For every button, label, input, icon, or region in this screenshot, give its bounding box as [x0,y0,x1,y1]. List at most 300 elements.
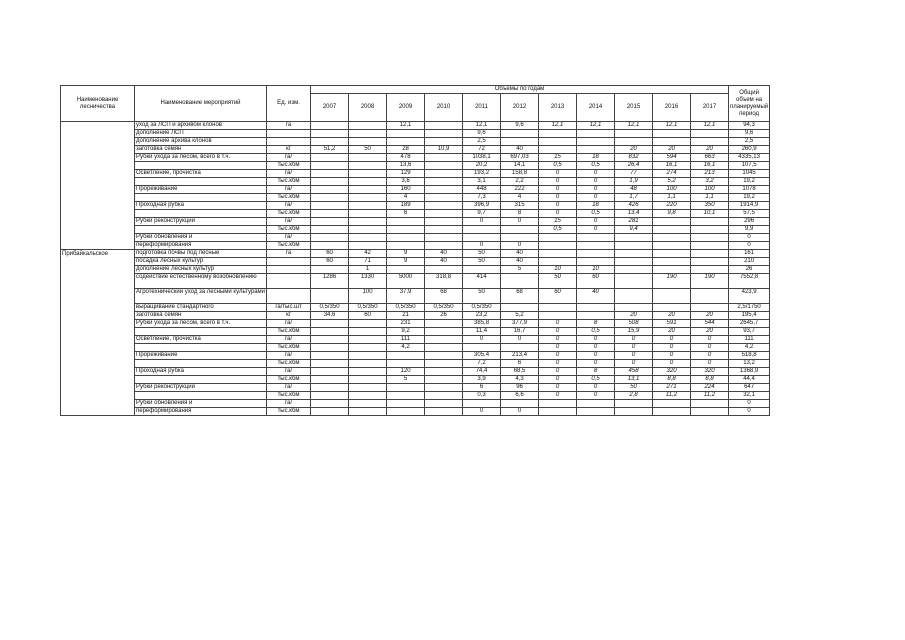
value-cell: 9,7 [463,210,501,218]
unit-cell: тыс.кбм [267,226,311,234]
value-cell [349,202,387,210]
total-cell: 518,8 [729,352,770,360]
table-row [61,360,770,368]
value-cell: 5 [387,376,425,384]
value-cell [425,360,463,368]
value-cell [653,226,691,234]
total-cell: 423,9 [729,289,770,304]
value-cell [387,138,425,146]
value-cell [349,336,387,344]
value-cell [539,242,577,250]
value-cell: 16,1 [653,162,691,170]
activity-cell: дополнение лесных культур [135,266,267,274]
header-year: 2012 [501,94,539,122]
value-cell: 68,5 [501,368,539,376]
value-cell: 28 [387,146,425,154]
total-cell: 195,4 [729,312,770,320]
value-cell: 9,8 [653,210,691,218]
unit-cell: га/ [267,368,311,376]
value-cell [349,320,387,328]
value-cell [425,392,463,400]
value-cell: 591 [653,320,691,328]
header-year: 2007 [311,94,349,122]
unit-cell: тыс.кбм [267,242,311,250]
value-cell: 6 [463,384,501,392]
value-cell: 20 [615,146,653,154]
unit-cell: га/ [267,186,311,194]
unit-cell: тыс.кбм [267,376,311,384]
value-cell [349,242,387,250]
value-cell [539,312,577,320]
value-cell: 51,2 [311,146,349,154]
value-cell [653,218,691,226]
value-cell: 0 [691,352,729,360]
value-cell: 10,1 [691,210,729,218]
value-cell: 0 [577,226,615,234]
value-cell: 224 [691,384,729,392]
table-body [61,122,770,416]
value-cell: 34,6 [311,312,349,320]
unit-cell: га/ [267,352,311,360]
value-cell: 48 [615,186,653,194]
unit-cell [267,266,311,274]
value-cell: 0 [577,170,615,178]
value-cell: 0 [653,336,691,344]
value-cell [691,408,729,416]
activity-cell: подготовка почвы под лесные [135,250,267,258]
value-cell: 0 [539,392,577,400]
value-cell [615,242,653,250]
value-cell: 50 [539,274,577,289]
value-cell [311,328,349,336]
unit-cell: тыс.кбм [267,328,311,336]
value-cell: 320 [691,368,729,376]
value-cell: 832 [615,154,653,162]
value-cell [615,274,653,289]
total-cell: 94,3 [729,122,770,130]
value-cell: 6 [501,360,539,368]
value-cell [387,266,425,274]
value-cell: 0 [539,186,577,194]
value-cell: 2,5 [463,138,501,146]
total-cell: 1078 [729,186,770,194]
value-cell: 8,8 [691,376,729,384]
activity-cell: Рубки обновления и [135,400,267,408]
value-cell: 50 [463,289,501,304]
total-cell: 19,2 [729,178,770,186]
total-cell: 7552,8 [729,274,770,289]
value-cell [311,154,349,162]
value-cell: 4 [387,194,425,202]
value-cell [425,384,463,392]
value-cell: 0 [539,368,577,376]
value-cell [425,154,463,162]
table-row [61,122,770,130]
header-year: 2011 [463,94,501,122]
value-cell: 0 [653,360,691,368]
value-cell [501,304,539,312]
value-cell: 0,5/350 [425,304,463,312]
unit-cell [267,258,311,266]
forestry-plan-table [60,85,770,416]
value-cell: 8 [577,320,615,328]
unit-cell: тыс.кбм [267,162,311,170]
value-cell: 0,5 [577,210,615,218]
table-row [61,226,770,234]
value-cell: 0 [501,408,539,416]
value-cell [463,400,501,408]
activity-cell: Рубки ухода за лесом, всего в т.ч. [135,154,267,162]
total-cell: 0 [729,400,770,408]
value-cell: 20 [653,312,691,320]
unit-cell: га/ [267,170,311,178]
table-row [61,352,770,360]
table-row [61,186,770,194]
value-cell: 13,1 [615,376,653,384]
value-cell: 8,8 [653,376,691,384]
value-cell: 10,9 [425,146,463,154]
header-activity: Наименование мероприятий [135,86,267,122]
value-cell: 18 [577,202,615,210]
header-total: Общий объем на планируемый период [729,86,770,122]
value-cell [349,154,387,162]
value-cell: 508 [615,320,653,328]
value-cell: 20 [691,146,729,154]
value-cell [463,344,501,352]
value-cell [691,226,729,234]
value-cell: 13,4 [615,210,653,218]
value-cell: 11,2 [653,392,691,400]
activity-cell: содействие естественному возобновлению [135,274,267,289]
value-cell: 318,8 [425,274,463,289]
value-cell [311,266,349,274]
value-cell: 0,5 [577,162,615,170]
total-cell: 647 [729,384,770,392]
value-cell: 20 [653,146,691,154]
value-cell: 0 [463,242,501,250]
activity-cell [135,344,267,352]
value-cell: 0,5/350 [349,304,387,312]
header-year: 2014 [577,94,615,122]
unit-cell: кг [267,146,311,154]
unit-cell: га/ [267,154,311,162]
value-cell [311,344,349,352]
value-cell [615,138,653,146]
value-cell: 12,1 [615,122,653,130]
total-cell: 44,4 [729,376,770,384]
value-cell [577,138,615,146]
value-cell [691,250,729,258]
value-cell: 231 [387,320,425,328]
value-cell [653,130,691,138]
activity-cell: Рубки ухода за лесом, всего в т.ч. [135,320,267,328]
header-year: 2013 [539,94,577,122]
value-cell [311,186,349,194]
total-cell: 2645,7 [729,320,770,328]
value-cell: 6,6 [501,392,539,400]
value-cell [349,186,387,194]
value-cell: 458 [615,368,653,376]
value-cell: 68 [501,289,539,304]
value-cell [653,138,691,146]
table-row [61,376,770,384]
value-cell: 111 [387,336,425,344]
total-cell: 296 [729,218,770,226]
value-cell: 0 [501,336,539,344]
value-cell: 77 [615,170,653,178]
value-cell: 350 [691,202,729,210]
value-cell: 189 [387,202,425,210]
value-cell [387,408,425,416]
activity-cell: дополнение ЛСП [135,130,267,138]
table-row [61,392,770,400]
value-cell [425,162,463,170]
value-cell [501,344,539,352]
value-cell: 26 [425,312,463,320]
value-cell: 0,5/350 [387,304,425,312]
value-cell [349,122,387,130]
value-cell [425,226,463,234]
unit-cell: га/ [267,336,311,344]
unit-cell: тыс.кбм [267,392,311,400]
table-row [61,304,770,312]
value-cell [425,242,463,250]
header-unit: Ед. изм. [267,86,311,122]
value-cell [311,122,349,130]
value-cell [349,234,387,242]
value-cell [539,258,577,266]
value-cell [349,352,387,360]
value-cell [349,210,387,218]
value-cell [691,258,729,266]
value-cell [425,130,463,138]
value-cell: 15 [539,154,577,162]
value-cell [311,194,349,202]
value-cell [615,304,653,312]
value-cell [691,400,729,408]
value-cell: 1,9 [615,178,653,186]
value-cell: 3,2 [691,178,729,186]
value-cell [311,242,349,250]
value-cell [311,368,349,376]
unit-cell [267,130,311,138]
total-cell: 107,5 [729,162,770,170]
value-cell [615,234,653,242]
table-row [61,202,770,210]
value-cell: 72 [463,146,501,154]
value-cell: 1330 [349,274,387,289]
value-cell: 0 [539,210,577,218]
value-cell: 0 [615,352,653,360]
activity-cell [135,376,267,384]
activity-cell: Проходная рубка [135,368,267,376]
value-cell [425,376,463,384]
value-cell [349,384,387,392]
value-cell [653,289,691,304]
activity-cell: переформирования [135,408,267,416]
value-cell [425,352,463,360]
value-cell [349,218,387,226]
value-cell [387,352,425,360]
unit-cell [267,289,311,304]
value-cell: 3,9 [463,376,501,384]
value-cell: 544 [691,320,729,328]
value-cell: 305,4 [463,352,501,360]
value-cell: 11,4 [463,328,501,336]
value-cell [311,138,349,146]
value-cell: 0 [577,344,615,352]
table-row [61,170,770,178]
document-page [60,85,770,416]
value-cell [425,138,463,146]
activity-cell: заготовка семян [135,312,267,320]
value-cell [501,274,539,289]
value-cell: 15 [539,218,577,226]
value-cell: 0 [539,384,577,392]
value-cell [311,352,349,360]
header-year: 2016 [653,94,691,122]
value-cell [691,138,729,146]
value-cell [539,250,577,258]
total-cell: 260,9 [729,146,770,154]
value-cell: 1,1 [691,194,729,202]
value-cell [425,408,463,416]
value-cell: 42 [349,250,387,258]
value-cell [691,304,729,312]
value-cell [349,226,387,234]
activity-cell [135,194,267,202]
value-cell [311,218,349,226]
table-row [61,258,770,266]
activity-cell: Рубки обновления и [135,234,267,242]
value-cell [615,250,653,258]
value-cell: 9,6 [501,122,539,130]
value-cell [425,122,463,130]
value-cell [311,202,349,210]
value-cell: 60 [311,258,349,266]
value-cell: 0 [691,360,729,368]
table-row [61,154,770,162]
value-cell [311,320,349,328]
value-cell: 0 [577,352,615,360]
value-cell: 4,3 [501,376,539,384]
value-cell [349,194,387,202]
value-cell [425,266,463,274]
activity-cell: переформирования [135,242,267,250]
unit-cell: тыс.кбм [267,210,311,218]
value-cell: 3,6 [387,178,425,186]
value-cell [501,130,539,138]
value-cell [349,376,387,384]
activity-cell [135,360,267,368]
activity-cell [135,226,267,234]
value-cell: 0 [577,392,615,400]
value-cell [653,408,691,416]
value-cell [311,400,349,408]
table-row [61,312,770,320]
unit-cell: га/тыс.шт [267,304,311,312]
value-cell: 9 [387,250,425,258]
value-cell: 0 [539,170,577,178]
value-cell [311,226,349,234]
value-cell: 0 [539,336,577,344]
value-cell [501,400,539,408]
value-cell [349,178,387,186]
value-cell: 74,4 [463,368,501,376]
value-cell: 129 [387,170,425,178]
unit-cell: га [267,250,311,258]
value-cell [311,336,349,344]
value-cell: 4 [501,194,539,202]
activity-cell: Осветление, прочистка [135,336,267,344]
value-cell [349,392,387,400]
value-cell [463,226,501,234]
value-cell [425,170,463,178]
value-cell: 120 [387,368,425,376]
total-cell: 32,1 [729,392,770,400]
activity-cell: посадка лесных культур [135,258,267,266]
value-cell: 193,2 [463,170,501,178]
value-cell [387,242,425,250]
value-cell: 60 [577,274,615,289]
value-cell: 68 [425,289,463,304]
value-cell: 13,6 [387,162,425,170]
value-cell: 0 [539,352,577,360]
value-cell [615,400,653,408]
value-cell: 23,2 [463,312,501,320]
value-cell: 21 [387,312,425,320]
value-cell: 414 [463,274,501,289]
unit-cell: га/ [267,218,311,226]
value-cell [539,138,577,146]
value-cell: 1 [349,266,387,274]
value-cell [425,368,463,376]
value-cell [539,234,577,242]
activity-cell [135,392,267,400]
value-cell [387,360,425,368]
header-year: 2008 [349,94,387,122]
value-cell: 8 [501,210,539,218]
value-cell: 50 [349,146,387,154]
value-cell [311,289,349,304]
value-cell: 385,8 [463,320,501,328]
total-cell: 161 [729,250,770,258]
value-cell [577,408,615,416]
header-year: 2009 [387,94,425,122]
value-cell: 16,1 [691,162,729,170]
value-cell: 37,9 [387,289,425,304]
value-cell [691,266,729,274]
value-cell: 0 [577,178,615,186]
value-cell: 0,5/350 [311,304,349,312]
value-cell [539,304,577,312]
value-cell: 7,2 [463,360,501,368]
total-cell: 2,5/1750 [729,304,770,312]
total-cell: 9,9 [729,226,770,234]
value-cell: 220 [653,202,691,210]
table-row [61,408,770,416]
value-cell: 0 [653,344,691,352]
value-cell [311,408,349,416]
value-cell: 0,5 [577,376,615,384]
value-cell [577,234,615,242]
table-row [61,146,770,154]
activity-cell: Прореживание [135,352,267,360]
value-cell [577,250,615,258]
value-cell [349,170,387,178]
value-cell: 14,1 [501,162,539,170]
value-cell [615,408,653,416]
